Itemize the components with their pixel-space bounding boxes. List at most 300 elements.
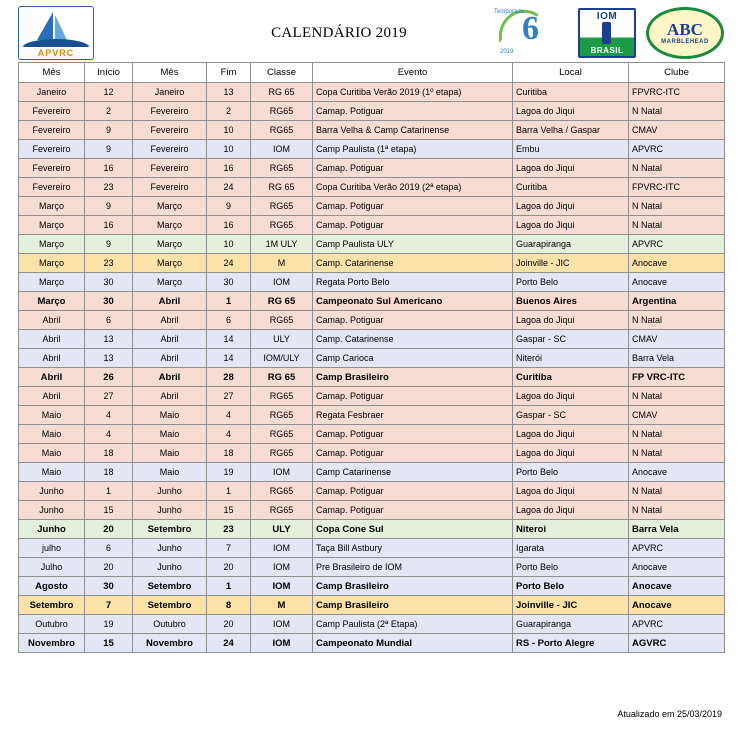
table-cell-ms: Março — [133, 197, 207, 216]
table-cell-ms: Fevereiro — [19, 178, 85, 197]
column-header-0: Mês — [19, 63, 85, 83]
table-cell-incio: 19 — [85, 615, 133, 634]
table-cell-incio: 30 — [85, 273, 133, 292]
table-row — [19, 292, 725, 311]
table-cell-evento: Camap. Potiguar — [313, 425, 513, 444]
temporada-logo-icon — [494, 8, 568, 58]
table-cell-local: Guarapiranga — [513, 615, 629, 634]
table-cell-fim: 1 — [207, 482, 251, 501]
table-cell-ms: Maio — [133, 463, 207, 482]
abc-marblehead-logo-icon — [646, 7, 724, 59]
table-cell-ms: Fevereiro — [19, 159, 85, 178]
table-cell-clube: N Natal — [629, 425, 725, 444]
table-cell-local: Lagoa do Jiqui — [513, 387, 629, 406]
table-cell-incio: 30 — [85, 577, 133, 596]
table-cell-classe: RG 65 — [251, 178, 313, 197]
table-cell-ms: Junho — [133, 539, 207, 558]
title-container — [94, 25, 494, 42]
table-cell-ms: Setembro — [133, 520, 207, 539]
table-cell-ms: Abril — [19, 387, 85, 406]
table-cell-ms: Junho — [19, 482, 85, 501]
table-cell-evento: Camp Paulista (1ª etapa) — [313, 140, 513, 159]
right-logos-group — [494, 7, 724, 59]
table-cell-ms: Março — [19, 197, 85, 216]
table-cell-classe: RG65 — [251, 406, 313, 425]
table-cell-fim: 18 — [207, 444, 251, 463]
table-cell-evento: Camap. Potiguar — [313, 197, 513, 216]
table-cell-ms: Novembro — [19, 634, 85, 653]
table-cell-ms: Abril — [133, 368, 207, 387]
table-cell-clube: Anocave — [629, 273, 725, 292]
iom-brasil-logo-icon — [578, 8, 636, 58]
table-cell-local: Curitiba — [513, 368, 629, 387]
table-cell-local: Lagoa do Jiqui — [513, 159, 629, 178]
temporada-logo-top-label: Temporada — [494, 9, 525, 15]
table-cell-evento: Camp Brasileiro — [313, 596, 513, 615]
table-cell-incio: 6 — [85, 311, 133, 330]
table-cell-ms: Outubro — [19, 615, 85, 634]
table-cell-incio: 4 — [85, 406, 133, 425]
table-cell-evento: Camp Catarinense — [313, 463, 513, 482]
table-cell-local: Guarapiranga — [513, 235, 629, 254]
table-cell-local: Embu — [513, 140, 629, 159]
table-cell-ms: Junho — [133, 501, 207, 520]
table-cell-classe: IOM — [251, 634, 313, 653]
table-cell-fim: 24 — [207, 254, 251, 273]
table-row — [19, 444, 725, 463]
column-header-5: Evento — [313, 63, 513, 83]
table-cell-evento: Camap. Potiguar — [313, 159, 513, 178]
table-cell-evento: Copa Curitiba Verão 2019 (2ª etapa) — [313, 178, 513, 197]
table-cell-clube: CMAV — [629, 121, 725, 140]
table-cell-fim: 14 — [207, 330, 251, 349]
table-cell-clube: Anocave — [629, 558, 725, 577]
table-row — [19, 121, 725, 140]
table-cell-evento: Camp. Catarinense — [313, 254, 513, 273]
table-cell-clube: CMAV — [629, 330, 725, 349]
table-cell-classe: RG 65 — [251, 292, 313, 311]
page-title: CALENDÁRIO 2019 — [271, 24, 407, 41]
wave-shape-icon — [23, 39, 89, 47]
table-cell-fim: 8 — [207, 596, 251, 615]
table-cell-fim: 19 — [207, 463, 251, 482]
table-cell-ms: Abril — [19, 349, 85, 368]
calendar-table — [18, 62, 725, 653]
footer-updated-text: Atualizado em 25/03/2019 — [617, 709, 722, 719]
table-cell-evento: Regata Porto Belo — [313, 273, 513, 292]
table-cell-ms: Fevereiro — [19, 121, 85, 140]
table-row — [19, 159, 725, 178]
table-row — [19, 634, 725, 653]
table-cell-local: Igarata — [513, 539, 629, 558]
table-row — [19, 406, 725, 425]
table-cell-clube: N Natal — [629, 387, 725, 406]
table-header-row — [19, 63, 725, 83]
table-cell-ms: Janeiro — [133, 83, 207, 102]
table-cell-classe: IOM — [251, 539, 313, 558]
table-row — [19, 102, 725, 121]
table-cell-local: Porto Belo — [513, 463, 629, 482]
table-cell-evento: Camap. Potiguar — [313, 444, 513, 463]
table-cell-ms: Maio — [133, 425, 207, 444]
table-cell-fim: 15 — [207, 501, 251, 520]
table-cell-ms: Março — [19, 235, 85, 254]
sail-shape-secondary-icon — [55, 15, 67, 40]
table-cell-clube: APVRC — [629, 615, 725, 634]
apvrc-logo-label: APVRC — [37, 48, 75, 58]
table-cell-evento: Barra Velha & Camp Catarinense — [313, 121, 513, 140]
table-row — [19, 482, 725, 501]
table-cell-classe: IOM/ULY — [251, 349, 313, 368]
table-cell-classe: RG65 — [251, 216, 313, 235]
table-cell-clube: APVRC — [629, 235, 725, 254]
table-cell-incio: 18 — [85, 463, 133, 482]
table-cell-incio: 23 — [85, 178, 133, 197]
table-cell-fim: 20 — [207, 615, 251, 634]
table-cell-fim: 16 — [207, 216, 251, 235]
table-cell-ms: Março — [19, 292, 85, 311]
table-cell-evento: Camp Paulista (2ª Etapa) — [313, 615, 513, 634]
table-cell-ms: Março — [133, 254, 207, 273]
table-cell-clube: N Natal — [629, 482, 725, 501]
table-cell-ms: Abril — [19, 330, 85, 349]
table-row — [19, 216, 725, 235]
table-cell-ms: Março — [19, 254, 85, 273]
table-cell-ms: Janeiro — [19, 83, 85, 102]
table-cell-incio: 13 — [85, 349, 133, 368]
table-cell-local: RS - Porto Alegre — [513, 634, 629, 653]
table-cell-incio: 23 — [85, 254, 133, 273]
table-cell-fim: 6 — [207, 311, 251, 330]
table-cell-ms: Setembro — [133, 596, 207, 615]
table-cell-classe: RG65 — [251, 444, 313, 463]
table-row — [19, 368, 725, 387]
table-cell-clube: Barra Vela — [629, 349, 725, 368]
table-cell-ms: Fevereiro — [133, 102, 207, 121]
table-row — [19, 387, 725, 406]
table-cell-fim: 2 — [207, 102, 251, 121]
table-cell-evento: Copa Curitiba Verão 2019 (1º etapa) — [313, 83, 513, 102]
iom-logo-label: IOM — [596, 11, 618, 22]
table-cell-evento: Camap. Potiguar — [313, 387, 513, 406]
table-cell-clube: Anocave — [629, 577, 725, 596]
temporada-logo-bottom-label: 2019 — [500, 49, 514, 55]
table-cell-classe: RG65 — [251, 197, 313, 216]
table-row — [19, 425, 725, 444]
table-cell-clube: N Natal — [629, 216, 725, 235]
table-row — [19, 311, 725, 330]
table-row — [19, 463, 725, 482]
table-cell-local: Gaspar - SC — [513, 330, 629, 349]
table-cell-fim: 10 — [207, 235, 251, 254]
table-cell-ms: Fevereiro — [133, 140, 207, 159]
table-cell-classe: RG 65 — [251, 368, 313, 387]
table-cell-classe: IOM — [251, 615, 313, 634]
table-cell-evento: Regata Fesbraer — [313, 406, 513, 425]
table-cell-local: Lagoa do Jiqui — [513, 444, 629, 463]
apvrc-logo-icon — [18, 6, 94, 60]
table-cell-ms: Abril — [19, 311, 85, 330]
table-cell-local: Gaspar - SC — [513, 406, 629, 425]
table-cell-clube: FP VRC-ITC — [629, 368, 725, 387]
table-row — [19, 539, 725, 558]
table-cell-ms: Junho — [133, 558, 207, 577]
table-cell-ms: Outubro — [133, 615, 207, 634]
table-cell-classe: RG65 — [251, 121, 313, 140]
table-cell-incio: 13 — [85, 330, 133, 349]
table-cell-evento: Camp Carioca — [313, 349, 513, 368]
table-row — [19, 596, 725, 615]
table-cell-ms: Maio — [19, 406, 85, 425]
table-cell-clube: N Natal — [629, 444, 725, 463]
table-cell-incio: 26 — [85, 368, 133, 387]
table-cell-classe: RG65 — [251, 311, 313, 330]
table-cell-incio: 15 — [85, 501, 133, 520]
table-cell-local: Lagoa do Jiqui — [513, 311, 629, 330]
table-cell-local: Joinville - JIC — [513, 254, 629, 273]
table-cell-incio: 30 — [85, 292, 133, 311]
abc-logo-subtitle: MARBLEHEAD — [661, 39, 709, 45]
table-cell-evento: Camp Brasileiro — [313, 577, 513, 596]
table-cell-ms: Março — [133, 273, 207, 292]
table-cell-local: Porto Belo — [513, 273, 629, 292]
table-cell-incio: 1 — [85, 482, 133, 501]
column-header-6: Local — [513, 63, 629, 83]
table-cell-ms: Abril — [133, 311, 207, 330]
table-cell-fim: 10 — [207, 121, 251, 140]
table-cell-local: Lagoa do Jiqui — [513, 102, 629, 121]
table-cell-clube: AGVRC — [629, 634, 725, 653]
table-cell-incio: 9 — [85, 197, 133, 216]
table-cell-incio: 6 — [85, 539, 133, 558]
table-cell-local: Porto Belo — [513, 577, 629, 596]
table-cell-ms: Julho — [19, 558, 85, 577]
table-row — [19, 349, 725, 368]
table-cell-ms: Junho — [19, 520, 85, 539]
table-cell-fim: 20 — [207, 558, 251, 577]
table-cell-fim: 9 — [207, 197, 251, 216]
table-cell-fim: 1 — [207, 577, 251, 596]
table-cell-ms: Fevereiro — [133, 178, 207, 197]
table-cell-ms: Maio — [19, 425, 85, 444]
table-cell-fim: 13 — [207, 83, 251, 102]
table-cell-fim: 4 — [207, 425, 251, 444]
calendar-table-container — [0, 62, 742, 653]
table-cell-clube: Anocave — [629, 463, 725, 482]
column-header-1: Início — [85, 63, 133, 83]
table-row — [19, 615, 725, 634]
table-cell-fim: 4 — [207, 406, 251, 425]
document-header — [0, 0, 742, 62]
table-cell-ms: Junho — [133, 482, 207, 501]
table-cell-incio: 16 — [85, 159, 133, 178]
table-cell-local: Porto Belo — [513, 558, 629, 577]
table-cell-evento: Camp Brasileiro — [313, 368, 513, 387]
table-cell-incio: 16 — [85, 216, 133, 235]
table-cell-classe: ULY — [251, 520, 313, 539]
table-cell-ms: Abril — [19, 368, 85, 387]
table-row — [19, 273, 725, 292]
table-cell-classe: RG65 — [251, 387, 313, 406]
table-cell-evento: Campeonato Mundial — [313, 634, 513, 653]
table-cell-fim: 28 — [207, 368, 251, 387]
table-cell-local: Lagoa do Jiqui — [513, 482, 629, 501]
table-cell-fim: 16 — [207, 159, 251, 178]
table-cell-clube: Anocave — [629, 254, 725, 273]
table-cell-fim: 23 — [207, 520, 251, 539]
table-cell-fim: 1 — [207, 292, 251, 311]
table-cell-evento: Camap. Potiguar — [313, 311, 513, 330]
table-cell-ms: Maio — [19, 463, 85, 482]
table-cell-fim: 7 — [207, 539, 251, 558]
table-header — [19, 63, 725, 83]
column-header-2: Mês — [133, 63, 207, 83]
boat-hull-shape-icon — [602, 22, 611, 44]
table-row — [19, 558, 725, 577]
table-cell-local: Buenos Aires — [513, 292, 629, 311]
iom-logo-country-label: BRASIL — [590, 46, 624, 55]
table-cell-evento: Camp Paulista ULY — [313, 235, 513, 254]
table-cell-fim: 24 — [207, 634, 251, 653]
table-cell-evento: Campeonato Sul Americano — [313, 292, 513, 311]
table-cell-classe: M — [251, 596, 313, 615]
table-cell-ms: Agosto — [19, 577, 85, 596]
table-cell-local: Lagoa do Jiqui — [513, 425, 629, 444]
table-cell-clube: CMAV — [629, 406, 725, 425]
table-cell-evento: Pre Brasileiro de IOM — [313, 558, 513, 577]
table-cell-evento: Taça Bill Astbury — [313, 539, 513, 558]
table-cell-incio: 4 — [85, 425, 133, 444]
table-cell-ms: Abril — [133, 330, 207, 349]
table-cell-incio: 20 — [85, 520, 133, 539]
table-cell-clube: N Natal — [629, 102, 725, 121]
table-cell-ms: Maio — [133, 406, 207, 425]
table-cell-ms: Março — [133, 235, 207, 254]
table-cell-incio: 9 — [85, 235, 133, 254]
table-cell-ms: Fevereiro — [133, 159, 207, 178]
table-cell-ms: Fevereiro — [19, 140, 85, 159]
table-cell-incio: 18 — [85, 444, 133, 463]
table-cell-incio: 12 — [85, 83, 133, 102]
table-cell-ms: Abril — [133, 349, 207, 368]
column-header-4: Classe — [251, 63, 313, 83]
table-cell-evento: Camap. Potiguar — [313, 102, 513, 121]
table-cell-clube: APVRC — [629, 140, 725, 159]
table-cell-classe: IOM — [251, 140, 313, 159]
table-cell-classe: RG65 — [251, 425, 313, 444]
table-cell-clube: N Natal — [629, 501, 725, 520]
table-cell-evento: Camap. Potiguar — [313, 501, 513, 520]
table-cell-clube: FPVRC-ITC — [629, 178, 725, 197]
table-row — [19, 577, 725, 596]
table-cell-clube: FPVRC-ITC — [629, 83, 725, 102]
table-cell-incio: 9 — [85, 121, 133, 140]
table-cell-clube: Argentina — [629, 292, 725, 311]
table-row — [19, 178, 725, 197]
table-cell-classe: RG65 — [251, 501, 313, 520]
table-row — [19, 254, 725, 273]
temporada-logo-number: 6 — [522, 10, 539, 47]
table-cell-local: Lagoa do Jiqui — [513, 501, 629, 520]
table-cell-classe: IOM — [251, 463, 313, 482]
table-cell-incio: 15 — [85, 634, 133, 653]
table-cell-incio: 27 — [85, 387, 133, 406]
table-cell-classe: RG65 — [251, 102, 313, 121]
table-cell-fim: 10 — [207, 140, 251, 159]
table-cell-local: Joinville - JIC — [513, 596, 629, 615]
table-cell-ms: julho — [19, 539, 85, 558]
table-row — [19, 197, 725, 216]
table-cell-classe: RG 65 — [251, 83, 313, 102]
table-cell-local: Niterói — [513, 349, 629, 368]
table-cell-ms: Abril — [133, 292, 207, 311]
table-cell-evento: Camap. Potiguar — [313, 482, 513, 501]
table-cell-classe: IOM — [251, 577, 313, 596]
table-cell-incio: 20 — [85, 558, 133, 577]
table-row — [19, 235, 725, 254]
table-cell-ms: Março — [133, 216, 207, 235]
table-cell-fim: 24 — [207, 178, 251, 197]
abc-logo-label: ABC — [667, 20, 703, 39]
table-cell-local: Lagoa do Jiqui — [513, 197, 629, 216]
table-cell-incio: 9 — [85, 140, 133, 159]
table-cell-classe: IOM — [251, 273, 313, 292]
table-cell-classe: RG65 — [251, 482, 313, 501]
table-cell-local: Lagoa do Jiqui — [513, 216, 629, 235]
table-cell-clube: APVRC — [629, 539, 725, 558]
table-body — [19, 83, 725, 653]
table-cell-local: Niteroi — [513, 520, 629, 539]
table-cell-ms: Abril — [133, 387, 207, 406]
table-cell-local: Barra Velha / Gaspar — [513, 121, 629, 140]
table-cell-evento: Copa Cone Sul — [313, 520, 513, 539]
table-cell-ms: Março — [19, 216, 85, 235]
table-cell-ms: Março — [19, 273, 85, 292]
table-cell-classe: ULY — [251, 330, 313, 349]
table-row — [19, 83, 725, 102]
table-cell-ms: Setembro — [19, 596, 85, 615]
table-cell-clube: N Natal — [629, 311, 725, 330]
table-row — [19, 330, 725, 349]
table-cell-ms: Maio — [19, 444, 85, 463]
table-cell-classe: IOM — [251, 558, 313, 577]
table-cell-ms: Setembro — [133, 577, 207, 596]
table-cell-local: Curitiba — [513, 83, 629, 102]
table-cell-classe: RG65 — [251, 159, 313, 178]
table-cell-clube: N Natal — [629, 197, 725, 216]
table-row — [19, 501, 725, 520]
table-cell-ms: Fevereiro — [133, 121, 207, 140]
table-cell-evento: Camp. Catarinense — [313, 330, 513, 349]
table-cell-fim: 27 — [207, 387, 251, 406]
column-header-3: Fim — [207, 63, 251, 83]
table-cell-clube: N Natal — [629, 159, 725, 178]
table-cell-ms: Fevereiro — [19, 102, 85, 121]
table-cell-fim: 14 — [207, 349, 251, 368]
table-cell-fim: 30 — [207, 273, 251, 292]
table-cell-evento: Camap. Potiguar — [313, 216, 513, 235]
table-cell-classe: 1M ULY — [251, 235, 313, 254]
table-cell-classe: M — [251, 254, 313, 273]
table-cell-incio: 2 — [85, 102, 133, 121]
table-row — [19, 140, 725, 159]
table-cell-clube: Anocave — [629, 596, 725, 615]
column-header-7: Clube — [629, 63, 725, 83]
table-cell-ms: Maio — [133, 444, 207, 463]
table-cell-ms: Junho — [19, 501, 85, 520]
table-row — [19, 520, 725, 539]
sail-shape-icon — [37, 12, 53, 40]
